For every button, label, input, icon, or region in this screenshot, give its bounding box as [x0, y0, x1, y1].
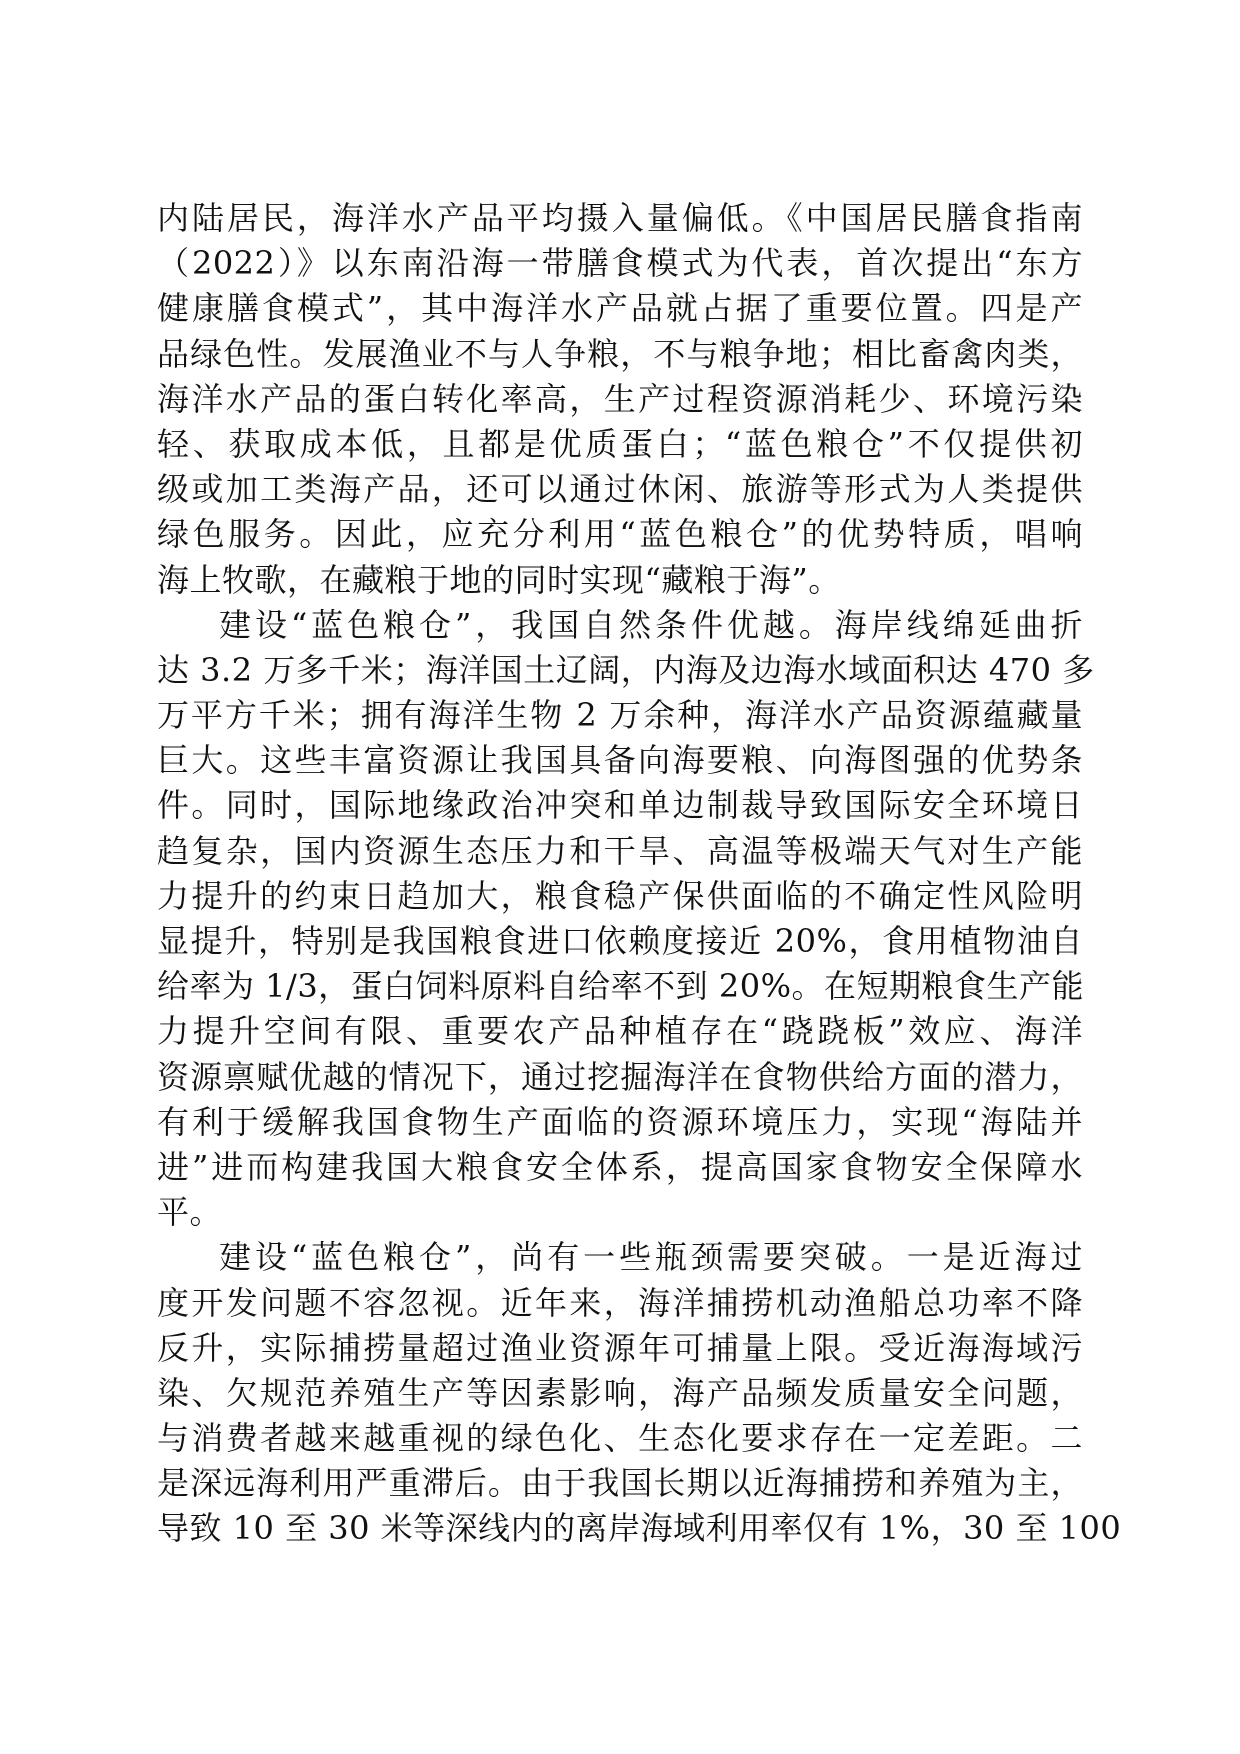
text-line: 趋复杂，国内资源生态压力和干旱、高温等极端天气对生产能 [157, 831, 1083, 870]
text-line: 万平方千米；拥有海洋生物 2 万余种，海洋水产品资源蕴藏量 [157, 696, 1083, 735]
text-line: 给率为 1/3，蛋白饲料原料自给率不到 20%。在短期粮食生产能 [157, 967, 1084, 1006]
text-line: 建设“蓝色粮仓”，我国自然条件优越。海岸线绵延曲折 [219, 605, 1083, 644]
paragraph-3 [157, 1235, 1122, 1551]
text-line: 染、欠规范养殖生产等因素影响，海产品频发质量安全问题， [157, 1373, 1083, 1412]
text-line: 资源禀赋优越的情况下，通过挖掘海洋在食物供给方面的潜力， [157, 1057, 1083, 1096]
text-line: 力提升空间有限、重要农产品种植存在“跷跷板”效应、海洋 [157, 1012, 1083, 1051]
text-line: 巨大。这些丰富资源让我国具备向海要粮、向海图强的优势条 [157, 741, 1083, 780]
document-body [157, 196, 1122, 1552]
text-line: 达 3.2 万多千米；海洋国土辽阔，内海及边海水域面积达 470 多 [157, 650, 1095, 689]
text-line: 轻、获取成本低，且都是优质蛋白；“蓝色粮仓”不仅提供初 [157, 424, 1083, 463]
text-line: 品绿色性。发展渔业不与人争粮，不与粮争地；相比畜禽肉类， [157, 334, 1083, 373]
text-line: 进”进而构建我国大粮食安全体系，提高国家食物安全保障水 [157, 1147, 1083, 1186]
text-line: 度开发问题不容忽视。近年来，海洋捕捞机动渔船总功率不降 [157, 1283, 1083, 1322]
text-line: 是深远海利用严重滞后。由于我国长期以近海捕捞和养殖为主， [157, 1464, 1083, 1503]
text-line: 件。同时，国际地缘政治冲突和单边制裁导致国际安全环境日 [157, 786, 1083, 825]
text-line: 反升，实际捕捞量超过渔业资源年可捕量上限。受近海海域污 [157, 1328, 1083, 1367]
text-line: （2022）》以东南沿海一带膳食模式为代表，首次提出“东方 [157, 244, 1083, 283]
text-line: 平。 [157, 1193, 223, 1232]
text-line: 力提升的约束日趋加大，粮食稳产保供面临的不确定性风险明 [157, 876, 1083, 915]
text-line: 绿色服务。因此，应充分利用“蓝色粮仓”的优势特质，唱响 [157, 515, 1083, 554]
paragraph-2 [157, 603, 1095, 1236]
text-line: 显提升，特别是我国粮食进口依赖度接近 20%，食用植物油自 [157, 922, 1083, 960]
text-line: 内陆居民，海洋水产品平均摄入量偏低。《中国居民膳食指南 [157, 199, 1083, 237]
text-line: 海上牧歌，在藏粮于地的同时实现“藏粮于海”。 [157, 560, 841, 599]
paragraph-1 [157, 196, 1083, 603]
text-line: 导致 10 至 30 米等深线内的离岸海域利用率仅有 1%，30 至 100 [157, 1509, 1122, 1548]
text-line: 与消费者越来越重视的绿色化、生态化要求存在一定差距。二 [157, 1419, 1083, 1458]
text-line: 海洋水产品的蛋白转化率高，生产过程资源消耗少、环境污染 [157, 379, 1083, 418]
text-line: 健康膳食模式”，其中海洋水产品就占据了重要位置。四是产 [157, 289, 1083, 328]
text-line: 级或加工类海产品，还可以通过休闲、旅游等形式为人类提供 [157, 470, 1083, 509]
text-line: 建设“蓝色粮仓”，尚有一些瓶颈需要突破。一是近海过 [219, 1238, 1083, 1277]
text-line: 有利于缓解我国食物生产面临的资源环境压力，实现“海陆并 [157, 1102, 1083, 1141]
